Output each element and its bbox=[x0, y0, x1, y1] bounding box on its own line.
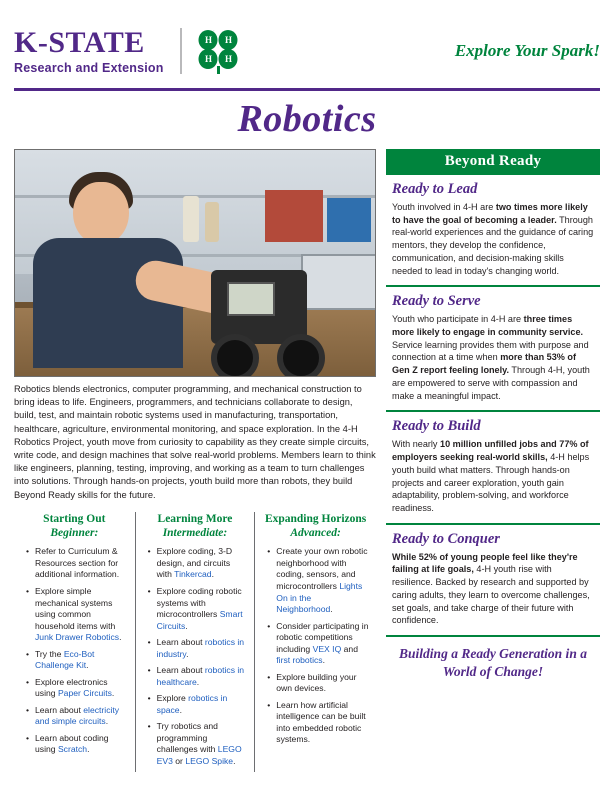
beyond-ready-banner: Beyond Ready bbox=[386, 149, 600, 175]
level-heading-advanced bbox=[262, 512, 369, 541]
level-column-advanced bbox=[255, 512, 376, 773]
list-item: • Consider participating in robotic competitions including VEX IQ and first robotics. bbox=[271, 621, 369, 667]
svg-text:H: H bbox=[224, 35, 232, 45]
list-item: • Learn about robotics in industry. bbox=[152, 637, 248, 660]
levels-section bbox=[14, 512, 376, 773]
list-item: • Try the Eco-Bot Challenge Kit. bbox=[30, 649, 128, 672]
level-heading-intermediate bbox=[143, 512, 248, 541]
page-header bbox=[14, 0, 600, 82]
level-subtitle: Advanced: bbox=[290, 527, 341, 540]
section-ready-to-build bbox=[386, 412, 600, 524]
list-item: • Try robotics and programming challenges with LEGO EV3 or LEGO Spike. bbox=[152, 721, 248, 767]
kstate-logo bbox=[14, 25, 164, 75]
section-ready-to-lead bbox=[386, 175, 600, 287]
list-item: • Learn about electricity and simple circuits. bbox=[30, 705, 128, 728]
left-column bbox=[14, 149, 376, 772]
section-heading: Ready to Build bbox=[392, 418, 481, 435]
tagline: Explore Your Spark! bbox=[454, 41, 600, 60]
intro-paragraph: Robotics blends electronics, computer programming, and mechanical construction to bring ideas to life. Engineers, programmers, and technicians collaborate to design, build, test, and maintain robotic systems used in manufacturing, transportation, healthcare, agriculture, environmental monitoring, and space exploration. In the 4-H Robotics Project, youth move from curiosity to capability as they create simple circuits, write code, and design machines that solve real-world problems. Members learn to think like engineers, planning, testing, improving, and working as a team to turn challenges into solutions. Through hands-on projects, youth build more than robots, they build Beyond Ready skills for the future. bbox=[14, 384, 376, 500]
list-item: • Learn about coding using Scratch. bbox=[30, 733, 128, 756]
list-item: • Explore simple mechanical systems using common household items with Junk Drawer Robotics. bbox=[30, 586, 128, 644]
level-list-advanced bbox=[262, 546, 369, 745]
section-heading: Ready to Serve bbox=[392, 293, 481, 310]
list-item: • Explore electronics using Paper Circuits. bbox=[30, 677, 128, 700]
svg-text:H: H bbox=[204, 54, 212, 64]
section-text: With nearly 10 million unfilled jobs and 77% of employers seeking real-world skills, 4-H helps youth build what matters. Through hands-on projects and career exploration, youth gain adaptability, problem-solving, and workforce readiness. bbox=[392, 439, 590, 513]
closing-statement: Building a Ready Generation in a World of Change! bbox=[399, 645, 587, 679]
svg-text:H: H bbox=[224, 54, 232, 64]
section-ready-to-conquer bbox=[386, 525, 600, 637]
level-title: Starting Out bbox=[43, 512, 106, 525]
level-title: Expanding Horizons bbox=[264, 512, 367, 525]
logo-divider bbox=[180, 28, 182, 74]
level-list-intermediate bbox=[143, 546, 248, 767]
kstate-wordmark: K-STATE bbox=[14, 25, 145, 59]
body-columns bbox=[14, 149, 600, 772]
kstate-subtitle: Research and Extension bbox=[14, 60, 164, 75]
list-item: • Explore coding, 3-D design, and circuits with Tinkercad. bbox=[152, 546, 248, 581]
level-heading-beginner bbox=[21, 512, 128, 541]
page-title: Robotics bbox=[237, 98, 377, 140]
section-heading: Ready to Lead bbox=[392, 181, 478, 197]
level-subtitle: Beginner: bbox=[50, 527, 99, 540]
section-text: Youth who participate in 4-H are three times more likely to engage in community service. Service learning provides them with purpose and connection at a time when more than 53% of Gen Z report feeling lonely. Through 4-H, youth are empowered to serve with compassion and make a meaningful impact. bbox=[392, 314, 590, 401]
header-rule bbox=[14, 88, 600, 91]
list-item: • Refer to Curriculum & Resources section for additional information. bbox=[30, 546, 128, 581]
list-item: • Explore robotics in space. bbox=[152, 693, 248, 716]
list-item: • Learn how artificial intelligence can be built into embedded robotic systems. bbox=[271, 700, 369, 746]
svg-text:H: H bbox=[204, 35, 212, 45]
list-item: • Explore coding robotic systems with microcontrollers Smart Circuits. bbox=[152, 586, 248, 632]
list-item: • Learn about robotics in healthcare. bbox=[152, 665, 248, 688]
level-column-beginner bbox=[14, 512, 135, 773]
level-list-beginner bbox=[21, 546, 128, 755]
section-text: Youth involved in 4-H are two times more likely to have the goal of becoming a leader. Through real-world experiences and the guidance of caring mentors, they develop the confidence, communication, and decision-making skills needed to lead in today's changing world. bbox=[392, 202, 594, 276]
section-ready-to-serve bbox=[386, 287, 600, 412]
section-heading: Ready to Conquer bbox=[392, 530, 500, 547]
list-item: • Create your own robotic neighborhood with coding, sensors, and microcontrollers Lights On in the Neighborhood. bbox=[271, 546, 369, 615]
section-text: While 52% of young people feel like they're failing at life goals, 4-H youth rise with resilience. Backed by research and supported by caring adults, they learn to overcome challenges, set goals, and take charge of their future with confidence. bbox=[392, 551, 590, 626]
level-subtitle: Intermediate: bbox=[162, 527, 228, 540]
beyond-ready-column bbox=[386, 149, 600, 772]
level-column-intermediate bbox=[135, 512, 256, 773]
level-title: Learning More bbox=[157, 512, 233, 525]
four-leaf-clover-icon bbox=[196, 28, 240, 74]
photo-image bbox=[14, 149, 376, 377]
list-item: • Explore building your own devices. bbox=[271, 672, 369, 695]
